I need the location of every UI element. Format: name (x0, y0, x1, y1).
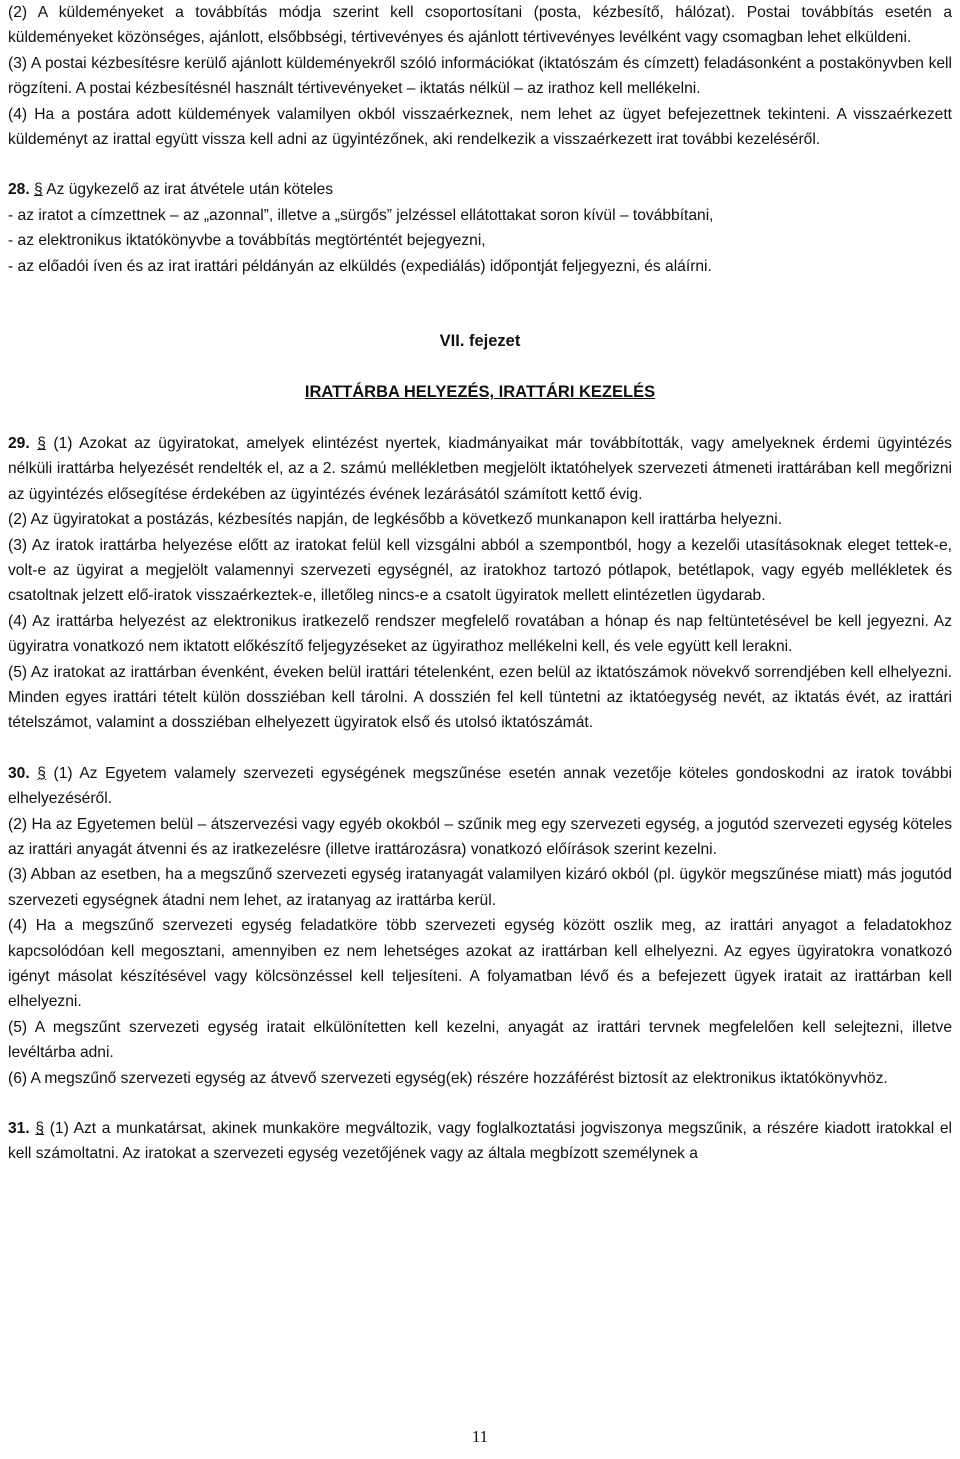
paragraph: (1) Az Egyetem valamely szervezeti egységének megszűnése esetén annak vezetője köteles gondoskodni az iratok további elhelyezéséről. (8, 764, 952, 808)
section-lead: Az ügykezelő az irat átvétele után köteles (42, 181, 334, 199)
list-item: - az iratot a címzettnek – az „azonnal”, illetve a „sürgős” jelzéssel ellátottakat soron kívül – továbbítani, (8, 206, 714, 224)
paragraph: (3) Az iratok irattárba helyezése előtt az iratokat felül kell vizsgálni abból a szempontból, hogy a kezelői utasításoknak eleget tettek-e, volt-e az ügyirat a megjelölt valamennyi szervezeti egységnél, az iratokhoz tartozó pótlapok, betétlapok, vagy egyéb mellékletek és csatoltnak jelzett elő-iratok visszaérkeztek-e, illetőleg nincs-e a csatolt ügyiratok mellett elintézetlen ügydarab. (8, 536, 952, 605)
paragraph: (2) A küldeményeket a továbbítás módja szerint kell csoportosítani (posta, kézbesítő, hálózat). Postai továbbítás esetén a küldeményeket közönséges, ajánlott, elsőbbségi, tértivevényes és ajánlott tértivevényes levélként vagy csomagban lehet elküldeni. (8, 4, 952, 47)
chapter-label: VII. fejezet (439, 332, 521, 351)
paragraph: (5) Az iratokat az irattárban évenként, éveken belül irattári tételenként, ezen belül az iktatószámok növekvő sorrendjében kell elhelyezni. Minden egyes irattári tételt külön dossziéban kell tárolni. A dosszién fel kell tüntetni az iktatóegység nevét, az iktatás évét, az irattári tételszámot, valamint a dossziéban elhelyezett ügyiratok első és utolsó iktatószámát. (8, 663, 952, 732)
paragraph: (2) Ha az Egyetemen belül – átszervezési vagy egyéb okokból – szűnik meg egy szervezeti egység, a jogutód szervezeti egység köteles az irattári anyagát átvenni és az iratkezelésre (illetve irattározásra) vonatkozó előírások szerint kezelni. (8, 815, 952, 858)
paragraph: (2) Az ügyiratokat a postázás, kézbesítés napján, de legkésőbb a következő munkanapon kell irattárba helyezni. (8, 511, 783, 529)
section-sign: § (37, 764, 46, 782)
paragraph: (1) Azokat az ügyiratokat, amelyek elintézést nyertek, kiadmányaikat már továbbították, vagy amelyeknek érdemi ügyintézés nélküli irattárba helyezését rendelték el, az a 2. számú mellékletben megjelölt iktatóhelyek szervezeti átmeneti irattárában kell megőrizni az ügyintézés elősegítése érdekében az ügyintézés évének lezárásától számított kettő évig. (8, 434, 952, 503)
paragraph: (3) A postai kézbesítésre kerülő ajánlott küldeményekről szóló információkat (iktatószám és címzett) feladásonként a postakönyvben kell rögzíteni. A postai kézbesítésnél használt tértivevényeket – iktatás nélkül – az irathoz kell mellékelni. (8, 54, 952, 98)
section-sign: § (35, 1120, 45, 1138)
section-number: 29. (8, 434, 30, 452)
section-28 (8, 177, 952, 202)
list-item: - az előadói íven és az irat irattári példányán az elküldés (expediálás) időpontját feljegyezni, és aláírni. (8, 257, 712, 275)
section-sign: § (34, 181, 43, 199)
document-page (8, 0, 952, 1167)
section-30 (8, 761, 952, 812)
paragraph: (4) Ha a megszűnő szervezeti egység feladatköre több szervezeti egység között oszlik meg, az irattári anyagot a feladatokhoz kapcsolódóan kell megosztani, amennyiben ez nem lehetséges azokat az irattárban kell elhelyezni. Az egyes ügyiratokra vonatkozó igényt másolat készítésével vagy kölcsönzéssel kell teljesíteni. A folyamatban lévő és a befejezett ügyek iratait az irattárban kell elhelyezni. (8, 917, 952, 1011)
paragraph: (6) A megszűnő szervezeti egység az átvevő szervezeti egység(ek) részére hozzáférést biztosít az elektronikus iktatókönyvhöz. (8, 1069, 888, 1087)
paragraph: (4) Ha a postára adott küldemények valamilyen okból visszaérkeznek, nem lehet az ügyet befejezettnek tekinteni. A visszaérkezett küldeményt az irattal együtt vissza kell adni az ügyintézőnek, aki rendelkezik a visszaérkezett irat további kezeléséről. (8, 105, 952, 149)
section-sign: § (37, 434, 46, 452)
page-number: 11 (471, 1427, 489, 1446)
paragraph: (4) Az irattárba helyezést az elektronikus iratkezelő rendszer megfelelő rovatában a hónap és nap feltüntetésével be kell jegyezni. Az ügyiratra vonatkozó nem iktatott előkészítő feljegyzéseket az ügyirathoz mellékelni kell, és vele együtt kell lerakni. (8, 612, 952, 656)
paragraph: (1) Azt a munkatársat, akinek munkaköre megváltozik, vagy foglalkoztatási jogviszonya megszűnik, a részére kiadott iratokkal el kell számoltatni. Az iratokat a szervezeti egység vezetőjének vagy az általa megbízott személynek a (8, 1120, 952, 1163)
section-number: 28. (8, 181, 30, 199)
section-31 (8, 1116, 952, 1167)
section-number: 30. (8, 764, 30, 782)
chapter-title: IRATTÁRBA HELYEZÉS, IRATTÁRI KEZELÉS (304, 383, 656, 402)
section-29 (8, 431, 952, 507)
list-item: - az elektronikus iktatókönyvbe a továbbítás megtörténtét bejegyezni, (8, 232, 486, 250)
paragraph: (5) A megszűnt szervezeti egység iratait elkülönítetten kell kezelni, anyagát az irattári tervnek megfelelően kell selejtezni, illetve levéltárba adni. (8, 1018, 952, 1062)
section-number: 31. (8, 1120, 30, 1138)
paragraph: (3) Abban az esetben, ha a megszűnő szervezeti egység iratanyagát valamilyen kizáró okból (pl. ügykör megszűnése miatt) más jogutód szervezeti egységnek átadni nem lehet, az iratanyag az irattárba kerül. (8, 866, 952, 909)
